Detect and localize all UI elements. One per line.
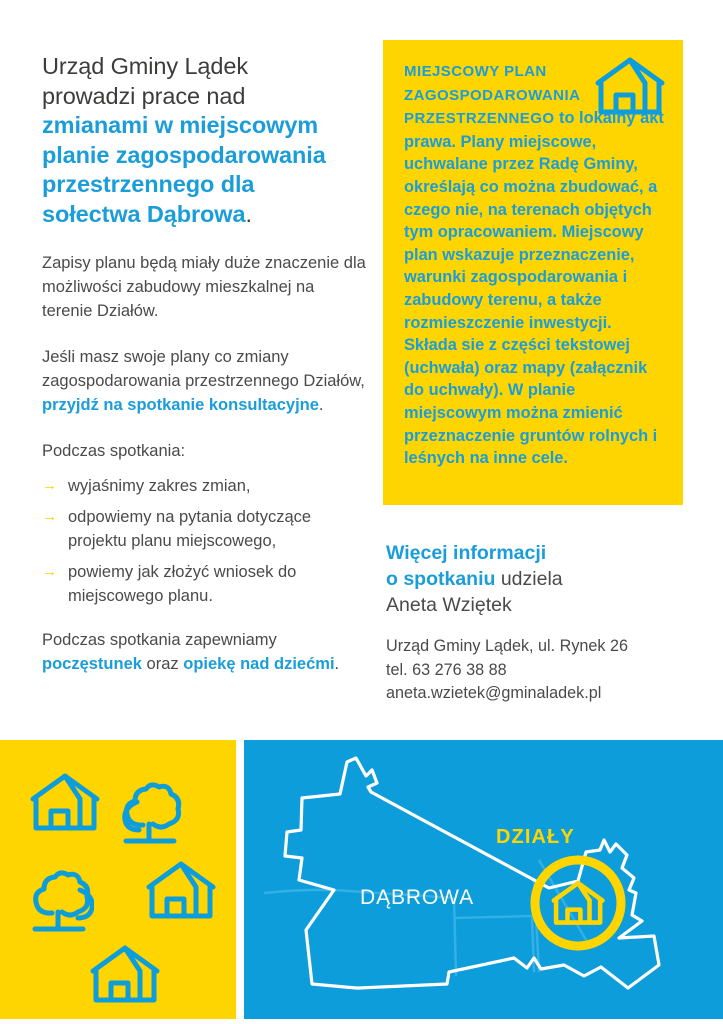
amenities-text-mid: oraz <box>141 655 184 673</box>
contact-block <box>386 540 696 706</box>
house-icon-magnified <box>554 883 603 923</box>
house-icon <box>28 772 102 832</box>
invitation-paragraph <box>42 345 367 417</box>
house-icon <box>88 944 162 1004</box>
amenities-text-start: Podczas spotkania zapewniamy <box>42 631 277 649</box>
contact-lead-highlight-2: o spotkaniu <box>386 568 496 590</box>
info-box-text <box>404 60 665 470</box>
bottom-banner-area <box>0 740 723 1019</box>
contact-person-name: Aneta Wziętek <box>386 594 512 616</box>
arrow-right-icon: → <box>42 508 57 525</box>
intro-paragraph: Zapisy planu będą miały duże znaczenie dla możliwości zabudowy mieszkalnej na terenie Działów. <box>42 254 366 320</box>
contact-details <box>386 635 696 706</box>
list-item-label: powiemy jak złożyć wniosek do miejscowego planu. <box>68 563 297 605</box>
amenities-text-end: . <box>334 655 340 673</box>
amenities-highlight-childcare: opiekę nad dziećmi <box>183 655 335 673</box>
agenda-list <box>42 474 367 608</box>
invitation-highlight: przyjdź na spotkanie konsultacyjne <box>42 396 319 414</box>
tree-icon <box>24 868 94 938</box>
contact-lead-highlight-1: Więcej informacji <box>386 542 547 564</box>
list-item-label: odpowiemy na pytania dotyczące projektu planu miejscowego, <box>68 508 312 550</box>
info-box-definition <box>383 40 683 505</box>
headline-period: . <box>245 200 252 227</box>
arrow-right-icon: → <box>42 563 57 580</box>
house-icon <box>144 860 218 920</box>
list-item <box>42 474 367 498</box>
page-headline <box>42 52 367 229</box>
municipality-map <box>244 740 723 1019</box>
list-item <box>42 560 367 608</box>
map-panel <box>244 740 723 1019</box>
decorative-icon-panel <box>0 740 236 1019</box>
map-label-dabrowa: DĄBROWA <box>360 886 475 909</box>
info-box-body: to lokalny akt prawa. Plany miejscowe, uchwalane przez Radę Gminy, określają co można zbudować, a czego nie, na terenach objętych tym opracowaniem. Miejscowy plan wskazuje przeznaczenie, warunki zagospodarowania i zabudowy terenu, a także rozmieszczenie inwestycji. Składa sie z części tekstowej (uchwała) oraz mapy (załącznik do uchwały). W planie miejscowym można zmienić przeznaczenie gruntów rolnych i leśnych na inne cele. <box>404 109 664 468</box>
headline-line-2: prowadzi prace nad <box>42 82 246 109</box>
invitation-text-end: . <box>318 396 324 414</box>
list-item <box>42 505 367 553</box>
contact-address: Urząd Gminy Lądek, ul. Rynek 26 <box>386 637 629 655</box>
arrow-right-icon: → <box>42 477 57 494</box>
left-text-column <box>42 52 367 676</box>
headline-line-5: przestrzennego dla <box>42 171 255 197</box>
amenities-highlight-refreshments: poczęstunek <box>42 655 142 673</box>
invitation-text-start: Jeśli masz swoje plany co zmiany zagospodarowania przestrzennego Działów, <box>42 348 365 390</box>
info-box-term: MIEJSCOWY PLAN ZAGOSPODAROWANIA PRZESTRZENNEGO <box>404 63 580 128</box>
contact-phone[interactable]: tel. 63 276 38 88 <box>386 660 507 679</box>
headline-line-1: Urząd Gminy Lądek <box>42 53 248 79</box>
agenda-intro: Podczas spotkania: <box>42 442 186 460</box>
tree-icon <box>115 780 185 850</box>
amenities-paragraph <box>42 628 367 676</box>
contact-lead-plain: udziela <box>495 568 563 590</box>
headline-line-4: planie zagospodarowania <box>42 141 326 168</box>
map-label-dzialy: DZIAŁY <box>496 826 575 848</box>
headline-line-3: zmianami w miejscowym <box>42 112 319 138</box>
list-item-label: wyjaśnimy zakres zmian, <box>68 477 251 495</box>
headline-line-6: sołectwa Dąbrowa <box>42 200 246 227</box>
contact-lead <box>386 540 696 618</box>
map-marker-circle <box>535 860 621 946</box>
contact-email[interactable]: aneta.wzietek@gminaladek.pl <box>386 684 602 702</box>
